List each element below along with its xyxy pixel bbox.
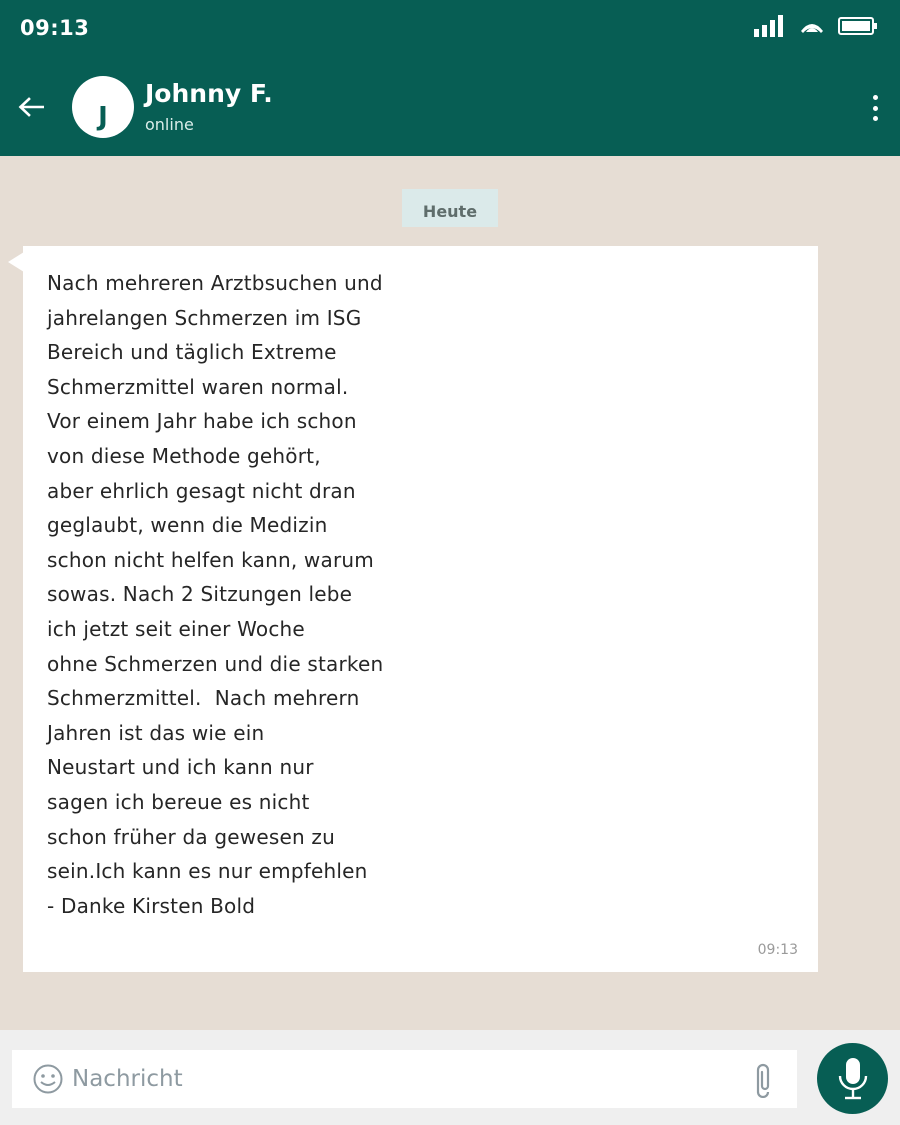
wifi-icon (800, 18, 824, 38)
microphone-icon (836, 1056, 870, 1102)
message-time: 09:13 (757, 942, 798, 958)
message-text: Nach mehreren Arztbsuchen und jahrelangen Schmerzen im ISG Bereich und täglich Extreme Schmerzmittel waren normal. Vor einem Jahr habe ich schon von diese Methode gehört, aber ehrlich gesagt nicht dran geglaubt, wenn die Medizin schon nicht helfen kann, warum sowas. Nach 2 Sitzungen lebe ich jetzt seit einer Woche ohne Schmerzen und die starken Schmerzmittel. Nach mehrern Jahren ist das wie ein Neustart und ich kann nur sagen ich bereue es nicht schon früher da gewesen zu sein.Ich kann es nur empfehlen - Danke Kirsten Bold (47, 271, 384, 918)
signal-icon (754, 15, 786, 41)
emoji-button[interactable] (32, 1063, 64, 1095)
avatar-initial: J (98, 102, 108, 132)
paperclip-icon (750, 1060, 776, 1098)
attach-button[interactable] (750, 1060, 776, 1098)
date-divider: Heute (402, 189, 498, 227)
status-icons (754, 16, 878, 40)
avatar[interactable] (72, 76, 134, 138)
contact-status: online (145, 115, 194, 134)
back-button[interactable] (16, 90, 46, 124)
back-arrow-icon (18, 97, 44, 117)
status-time: 09:13 (20, 16, 90, 40)
emoji-icon (32, 1063, 64, 1095)
voice-message-button[interactable] (817, 1043, 888, 1114)
bubble-tail (8, 252, 24, 272)
more-vertical-icon (873, 95, 878, 100)
contact-name[interactable]: Johnny F. (145, 79, 273, 108)
status-bar (0, 0, 900, 60)
message-input[interactable] (72, 1058, 732, 1100)
composer-bar (0, 1030, 900, 1125)
message-bubble[interactable] (23, 246, 818, 972)
battery-icon (838, 17, 878, 39)
chat-header (0, 60, 900, 156)
more-options-button[interactable] (864, 92, 886, 124)
composer-box (12, 1050, 797, 1108)
